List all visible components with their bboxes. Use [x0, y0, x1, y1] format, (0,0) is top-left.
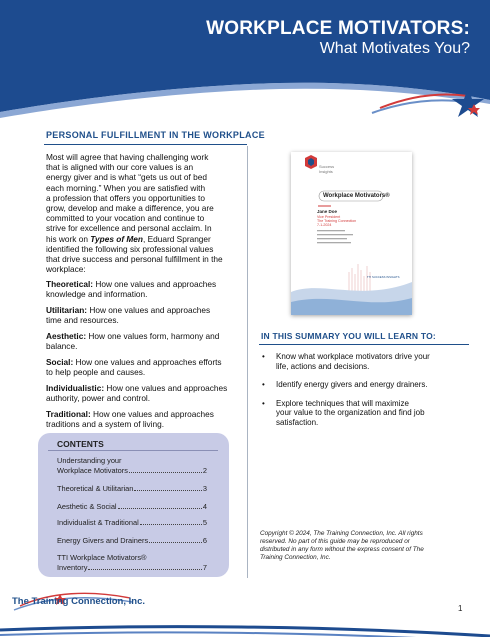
- copyright-line: Copyright © 2024, The Training Connection, Inc. All rights: [260, 530, 423, 537]
- cover-name: Jane Doe: [317, 209, 338, 214]
- intro-line: committed to your vocation and continue to: [46, 213, 205, 224]
- toc-item-label: Individualist & Traditional: [57, 518, 139, 527]
- value-desc: How one values and approaches: [104, 383, 228, 393]
- leader-dots: [140, 524, 202, 525]
- value-term: Traditional:: [46, 409, 91, 419]
- learn-divider: [259, 344, 469, 345]
- value-theoretical: [46, 279, 246, 299]
- toc-page-number: 3: [202, 484, 207, 493]
- value-term: Theoretical:: [46, 279, 94, 289]
- value-individualistic: [46, 383, 246, 403]
- value-desc: How one values and approaches: [93, 279, 217, 289]
- success-insights-logo-icon: [305, 155, 317, 169]
- leader-dots: [134, 490, 201, 491]
- list-item-text: your value to the organization and find job: [276, 408, 425, 418]
- value-social: [46, 357, 246, 377]
- leader-dots: [118, 508, 202, 509]
- intro-line: that drive success and personal fulfillment in the: [46, 254, 223, 265]
- copyright-line: reserved. No part of this guide may be reproduced or: [260, 538, 410, 546]
- page-subtitle: What Motivates You?: [319, 40, 470, 57]
- leader-dots: [129, 472, 202, 473]
- toc-page-number: 6: [202, 536, 207, 545]
- cover-footer: TTI SUCCESS INSIGHTS: [367, 275, 400, 279]
- learn-list: [262, 352, 462, 437]
- learn-heading: IN THIS SUMMARY YOU WILL LEARN TO:: [261, 331, 436, 341]
- intro-paragraph: [46, 152, 246, 274]
- cover-role: 7-1-2024: [317, 223, 332, 227]
- book-title: Types of Men: [90, 233, 143, 244]
- value-desc: balance.: [46, 341, 78, 352]
- contents-divider: [48, 450, 218, 451]
- value-desc: authority, power and control.: [46, 393, 151, 404]
- list-item: [262, 352, 462, 371]
- book-cover-image: [291, 152, 412, 315]
- value-desc: How one values and approaches efforts: [73, 357, 222, 367]
- intro-text: , Eduard Spranger: [143, 233, 211, 244]
- intro-line: each morning.” When you are satisfied with: [46, 182, 206, 193]
- intro-line: Most will agree that having challenging work: [46, 152, 209, 162]
- copyright-line: Training Connection, Inc.: [260, 554, 331, 562]
- toc-item[interactable]: [57, 456, 207, 476]
- intro-line: grow, develop and make a difference, you are: [46, 203, 214, 214]
- value-desc: traditions and a system of living.: [46, 419, 165, 430]
- toc-item-label: Aesthetic & Social: [57, 502, 117, 511]
- list-item: [262, 380, 462, 390]
- leader-dots: [149, 542, 202, 543]
- contents-heading: CONTENTS: [57, 439, 104, 449]
- toc-page-number: 2: [202, 466, 207, 475]
- leader-dots: [88, 569, 201, 570]
- toc-item[interactable]: [57, 484, 207, 494]
- company-logo-text: The Training Connection, Inc.: [12, 596, 146, 607]
- list-item-text: Know what workplace motivators drive your: [276, 352, 430, 361]
- page-number: 1: [458, 604, 463, 613]
- cover-brand: Insights: [319, 169, 333, 174]
- toc-item-label: Theoretical & Utilitarian: [57, 484, 134, 493]
- value-term: Social:: [46, 357, 74, 367]
- toc-item[interactable]: [57, 502, 207, 512]
- value-desc: How one values form, harmony and: [86, 331, 220, 341]
- value-utilitarian: [46, 305, 246, 325]
- intro-line: identified the following six professional values: [46, 243, 214, 254]
- cover-role: Vice President: [317, 215, 341, 219]
- toc-item-label: Workplace Motivators: [57, 466, 128, 475]
- bullet-icon: •: [262, 398, 265, 408]
- footer-swoosh: [0, 586, 490, 637]
- value-traditional: [46, 409, 246, 429]
- copyright-notice: [260, 530, 460, 562]
- list-item-text: Explore techniques that will maximize: [276, 398, 409, 408]
- intro-line: strive for excellence and personal acclaim. In: [46, 223, 212, 234]
- column-divider: [247, 146, 248, 578]
- toc-item-label: Energy Givers and Drainers: [57, 536, 149, 545]
- cover-brand: Success: [319, 164, 335, 169]
- value-aesthetic: [46, 331, 246, 351]
- intro-line: a profession that offers you opportunities to: [46, 192, 205, 203]
- cover-role: The Training Connection: [317, 219, 357, 223]
- value-desc: knowledge and information.: [46, 289, 148, 300]
- value-desc: time and resources.: [46, 315, 119, 326]
- toc-page-number: 5: [202, 518, 207, 527]
- toc-item[interactable]: [57, 536, 207, 546]
- intro-text: his work on: [46, 233, 91, 244]
- list-item: [262, 399, 462, 428]
- toc-item[interactable]: [57, 518, 207, 528]
- value-desc: How one values and approaches: [87, 305, 211, 315]
- section-divider: [44, 144, 247, 145]
- list-item-text: Identify energy givers and energy drainers.: [276, 380, 428, 390]
- value-desc: How one values and approaches: [90, 409, 214, 419]
- page-title: WORKPLACE MOTIVATORS:: [206, 18, 470, 39]
- toc-item-label: Inventory: [57, 563, 88, 572]
- toc-item[interactable]: [57, 553, 207, 573]
- copyright-line: distributed in any form without the express consent of The: [260, 546, 424, 554]
- value-term: Aesthetic:: [46, 331, 87, 341]
- intro-line: that is aligned with our core values is an: [46, 162, 194, 173]
- value-term: Utilitarian:: [46, 305, 88, 315]
- cover-title: Workplace Motivators®: [323, 193, 390, 199]
- intro-line: energy giver and is what “gets us out of bed: [46, 172, 207, 183]
- toc-item-label: Understanding your: [57, 456, 122, 465]
- value-term: Individualistic:: [46, 383, 105, 393]
- intro-line: [46, 234, 246, 244]
- toc-page-number: 7: [202, 563, 207, 572]
- list-item-text: life, actions and decisions.: [276, 361, 370, 371]
- value-desc: to help people and causes.: [46, 367, 146, 378]
- intro-line: workplace:: [46, 264, 86, 275]
- section-heading: PERSONAL FULFILLMENT IN THE WORKPLACE: [46, 130, 265, 140]
- toc-page-number: 4: [202, 502, 207, 511]
- bullet-icon: •: [262, 352, 265, 361]
- toc-item-label: TTI Workplace Motivators®: [57, 553, 147, 562]
- list-item-text: satisfaction.: [276, 417, 319, 427]
- bullet-icon: •: [262, 380, 265, 390]
